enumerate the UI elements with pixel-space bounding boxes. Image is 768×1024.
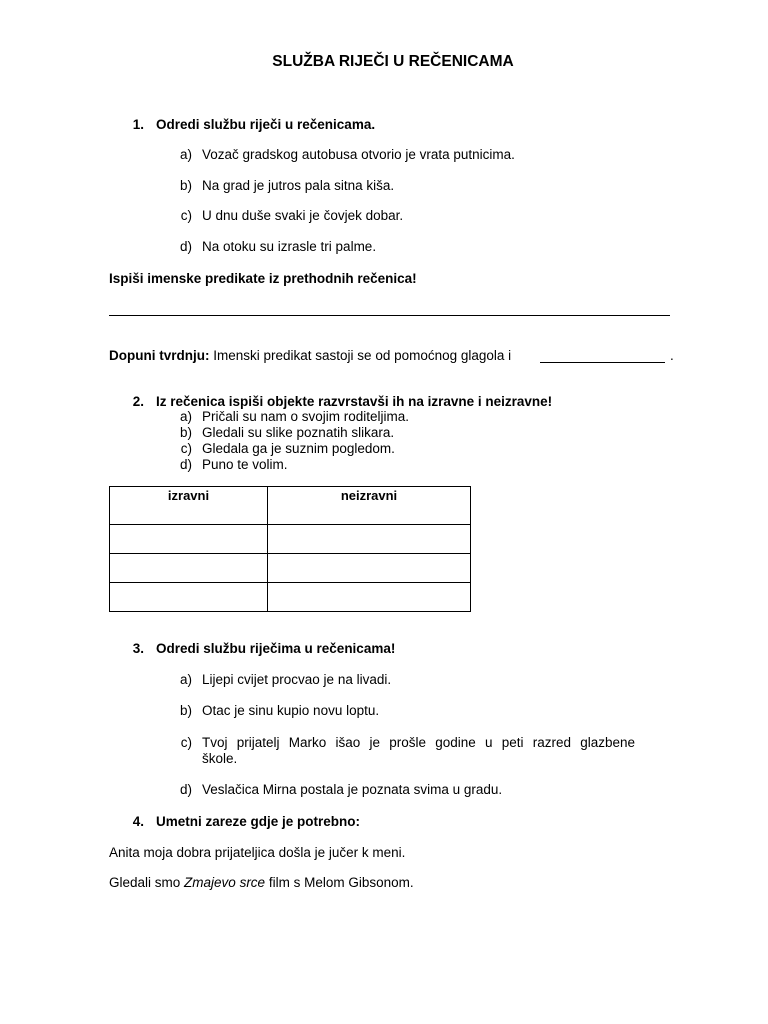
task1-heading: Odredi službu riječi u rečenicama. — [156, 117, 376, 132]
task3-item-c-text: Tvoj prijatelj Marko išao je prošle godine u peti razred glazbene — [202, 735, 635, 750]
task2-item-d-label: d) — [179, 457, 192, 472]
fill-in-statement — [109, 348, 511, 363]
page-title: SLUŽBA RIJEČI U REČENICAMA — [272, 53, 514, 70]
task3-item-c-label: c) — [180, 735, 192, 750]
table-row — [110, 554, 471, 583]
task4-number: 4. — [132, 814, 144, 829]
fill-in-text: Imenski predikat sastoji se od pomoćnog glagola i — [213, 348, 512, 363]
task2-item-b-label: b) — [179, 425, 192, 440]
fill-in-label: Dopuni tvrdnju: — [109, 348, 210, 363]
table-row — [110, 525, 471, 554]
task1-item-b-label: b) — [179, 178, 192, 193]
task1-item-d-text: Na otoku su izrasle tri palme. — [202, 239, 377, 254]
fill-in-end: . — [670, 348, 674, 363]
table-cell[interactable] — [268, 525, 471, 554]
task4-sentence-1: Anita moja dobra prijateljica došla je jučer k meni. — [109, 845, 406, 860]
table-cell[interactable] — [110, 554, 268, 583]
task2-item-a-text: Pričali su nam o svojim roditeljima. — [202, 409, 410, 424]
task4-sentence-2-after: film s Melom Gibsonom. — [268, 875, 414, 890]
task1-item-b-text: Na grad je jutros pala sitna kiša. — [202, 178, 395, 193]
task2-item-b-text: Gledali su slike poznatih slikara. — [202, 425, 395, 440]
predicates-prompt: Ispiši imenske predikate iz prethodnih rečenica! — [109, 271, 417, 286]
task3-item-b-label: b) — [179, 703, 192, 718]
task3-item-d-label: d) — [179, 782, 192, 797]
task4-sentence-2 — [109, 875, 414, 890]
table-cell[interactable] — [110, 525, 268, 554]
fill-in-blank[interactable] — [540, 362, 665, 363]
table-header-neizravni: neizravni — [268, 487, 471, 525]
task3-item-c-text-cont: škole. — [202, 751, 238, 766]
task4-sentence-2-title: Zmajevo srce — [184, 875, 266, 890]
table-cell[interactable] — [268, 583, 471, 612]
task4-heading: Umetni zareze gdje je potrebno: — [156, 814, 361, 829]
task3-item-d-text: Veslačica Mirna postala je poznata svima u gradu. — [202, 782, 503, 797]
task3-item-a-label: a) — [179, 672, 192, 687]
task3-item-b-text: Otac je sinu kupio novu loptu. — [202, 703, 380, 718]
task2-heading: Iz rečenica ispiši objekte razvrstavši ih na izravne i neizravne! — [156, 394, 553, 409]
task1-item-c-label: c) — [180, 208, 192, 223]
task2-item-a-label: a) — [179, 409, 192, 424]
task1-item-c-text: U dnu duše svaki je čovjek dobar. — [202, 208, 404, 223]
table-row — [110, 583, 471, 612]
task1-item-a-label: a) — [179, 147, 192, 162]
table-cell[interactable] — [110, 583, 268, 612]
task3-item-a-text: Lijepi cvijet procvao je na livadi. — [202, 672, 392, 687]
task1-number: 1. — [132, 117, 144, 132]
table-cell[interactable] — [268, 554, 471, 583]
task3-heading: Odredi službu riječima u rečenicama! — [156, 641, 396, 656]
task2-item-c-label: c) — [180, 441, 192, 456]
table-header-izravni: izravni — [110, 487, 268, 525]
task2-item-d-text: Puno te volim. — [202, 457, 288, 472]
task4-sentence-2-before: Gledali smo — [109, 875, 181, 890]
answer-line[interactable] — [109, 315, 670, 316]
task2-number: 2. — [132, 394, 144, 409]
task2-item-c-text: Gledala ga je suznim pogledom. — [202, 441, 395, 456]
objects-table — [109, 486, 471, 612]
task1-item-d-label: d) — [179, 239, 192, 254]
task3-number: 3. — [132, 641, 144, 656]
task1-item-a-text: Vozač gradskog autobusa otvorio je vrata putnicima. — [202, 147, 515, 162]
